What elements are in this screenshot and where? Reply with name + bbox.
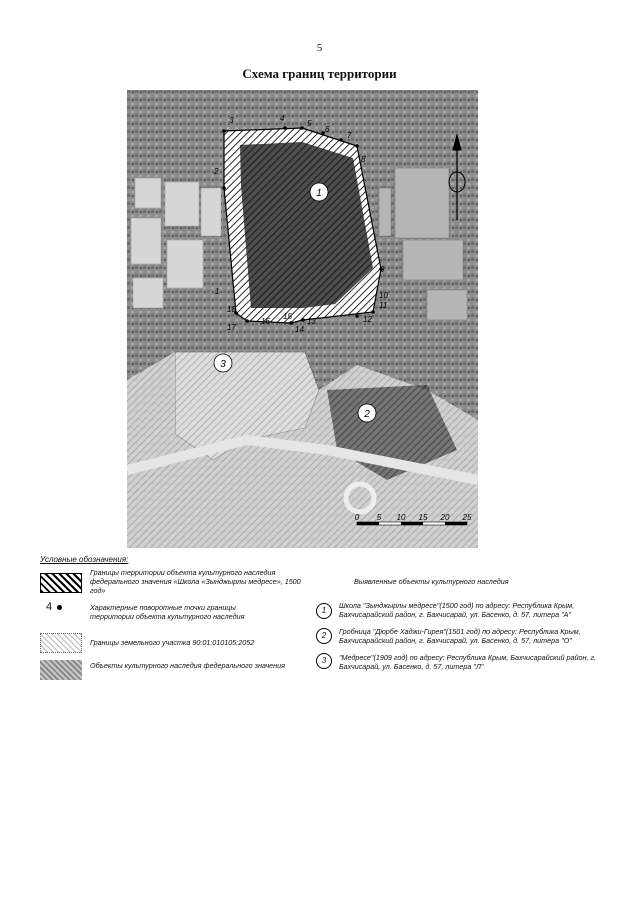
svg-text:17: 17 (227, 323, 236, 332)
hatched-boundary-swatch (40, 573, 82, 593)
svg-text:20: 20 (440, 513, 450, 522)
svg-text:12: 12 (363, 315, 372, 324)
svg-text:9: 9 (380, 265, 385, 274)
legend-title: Условные обозначения: (40, 555, 129, 564)
svg-text:1: 1 (215, 287, 220, 296)
aerial-map (127, 90, 478, 548)
svg-text:14: 14 (295, 325, 304, 334)
turning-point-icon: 4 (46, 601, 62, 613)
identified-object-marker-1: 1 (316, 603, 332, 619)
svg-text:2: 2 (214, 167, 219, 176)
object-marker-2 (358, 404, 376, 422)
svg-text:3: 3 (220, 359, 226, 370)
identified-object-3: "Медресе"(1909 год) по адресу: Республика Крым, Бахчисарайский район, г. Бахчисарай, ул. Басенко, д. 57, литера "Л" (339, 653, 597, 671)
legend-item-boundary: Границы территории объекта культурного наследия федерального значения «Школа «Зынджырлы медресе», 1500 год» (90, 568, 301, 595)
svg-text:10: 10 (396, 513, 406, 522)
svg-text:16: 16 (261, 317, 270, 326)
svg-text:11: 11 (379, 301, 388, 310)
svg-text:5: 5 (307, 119, 312, 128)
svg-text:8: 8 (361, 155, 366, 164)
svg-text:10: 10 (379, 291, 388, 300)
svg-text:7: 7 (347, 131, 352, 140)
legend-item-turning-points: Характерные поворотные точки границы территории объекта культурного наследия (90, 603, 245, 621)
svg-text:0: 0 (354, 513, 360, 522)
svg-text:2: 2 (364, 409, 370, 420)
page-number: 5 (316, 42, 323, 54)
svg-text:4: 4 (280, 114, 285, 123)
svg-text:13: 13 (307, 317, 316, 326)
identified-object-marker-2: 2 (316, 628, 332, 644)
identified-object-2: Гробница "Дюрбе Хаджи-Гирея"(1501 год) по адресу: Республика Крым, Бахчисарайский район, г. Бахчисарай, ул. Басенко, д. 57, литера "О" (339, 627, 581, 645)
svg-text:1: 1 (316, 188, 322, 199)
svg-text:5: 5 (376, 513, 382, 522)
page-title: Схема границ территории (242, 66, 397, 81)
legend-item-heritage: Объекты культурного наследия федерального значения (90, 661, 285, 670)
map-canvas (127, 90, 478, 548)
svg-text:18: 18 (227, 305, 236, 314)
object-1-interior (240, 142, 373, 308)
svg-text:25: 25 (462, 513, 472, 522)
svg-text:15: 15 (418, 513, 428, 522)
svg-text:3: 3 (229, 116, 234, 125)
object-marker-1 (310, 183, 328, 201)
svg-text:15: 15 (283, 312, 292, 321)
object-marker-3 (214, 354, 232, 372)
svg-text:6: 6 (325, 125, 330, 134)
identified-object-1: Школа "Зынджырлы медресе"(1500 год) по адресу: Республика Крым, Бахчисарайский район, г. Бахчисарай, ул. Басенко, д. 57, литера "А" (339, 601, 575, 619)
identified-object-marker-3: 3 (316, 653, 332, 669)
heritage-objects-swatch (40, 660, 82, 680)
identified-objects-title: Выявленные объекты культурного наследия (354, 577, 509, 586)
parcel-swatch (40, 633, 82, 653)
legend-item-parcel: Границы земельного участка 90:01:010105:2052 (90, 638, 255, 647)
